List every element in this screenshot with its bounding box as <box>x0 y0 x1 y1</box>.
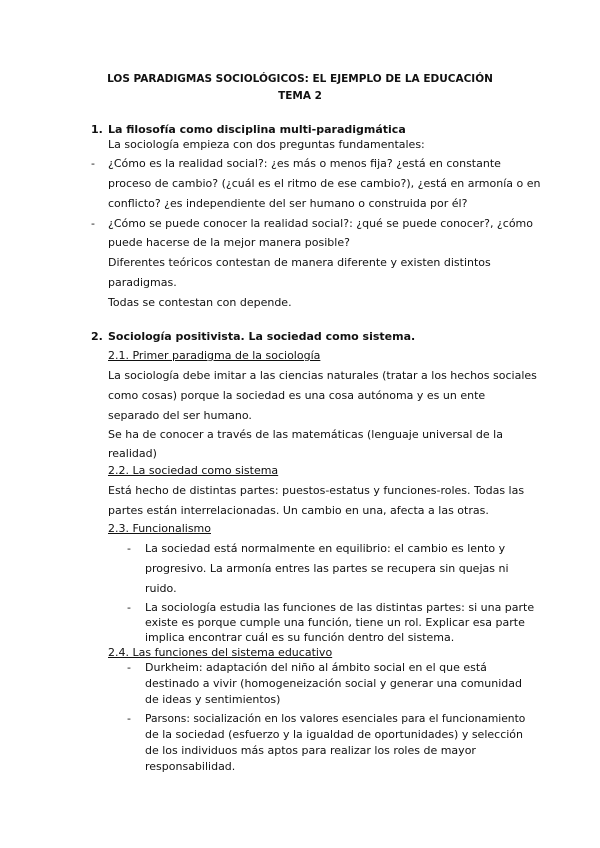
bullet-marker: - <box>127 542 131 555</box>
document-subtitle: TEMA 2 <box>278 90 322 102</box>
subsection-2-3-bullet-1-line-2: progresivo. La armonía entres las partes se recupera sin quejas ni <box>145 562 509 575</box>
subsection-2-4-title: 2.4. Las funciones del sistema educativo <box>108 646 333 659</box>
subsection-2-4-bullet-2-line-3: de los individuos más aptos para realizar los roles de mayor <box>145 744 476 757</box>
subsection-2-1-line-5: realidad) <box>108 447 157 460</box>
section-1-bullet-2-line-2: puede hacerse de la mejor manera posible? <box>108 236 350 249</box>
subsection-2-3-bullet-1-line-1: La sociedad está normalmente en equilibrio: el cambio es lento y <box>145 542 506 555</box>
subsection-2-4-bullet-2-line-1: Parsons: socialización en los valores esenciales para el funcionamiento <box>145 712 526 725</box>
subsection-2-1-line-3: separado del ser humano. <box>108 409 252 422</box>
section-1-heading: La filosofía como disciplina multi-paradigmática <box>108 123 406 136</box>
section-1-bullet-2-line-1: ¿Cómo se puede conocer la realidad social?: ¿qué se puede conocer?, ¿cómo <box>108 217 533 230</box>
section-1-intro: La sociología empieza con dos preguntas fundamentales: <box>108 138 425 151</box>
bullet-marker: - <box>127 712 131 725</box>
subsection-2-1-line-2: como cosas) porque la sociedad es una cosa autónoma y es un ente <box>108 389 486 402</box>
section-1-after-line-3: Todas se contestan con depende. <box>108 296 292 309</box>
subsection-2-1-line-1: La sociología debe imitar a las ciencias naturales (tratar a los hechos sociales <box>108 369 537 382</box>
bullet-marker: - <box>127 661 131 674</box>
section-1-bullet-1-line-2: proceso de cambio? (¿cuál es el ritmo de ese cambio?), ¿está en armonía o en <box>108 177 541 190</box>
bullet-marker: - <box>127 601 131 614</box>
subsection-2-4-bullet-1-line-1: Durkheim: adaptación del niño al ámbito social en el que está <box>145 661 487 674</box>
section-1-after-line-2: paradigmas. <box>108 276 177 289</box>
section-2-number: 2. <box>91 330 103 343</box>
document-title: LOS PARADIGMAS SOCIOLÓGICOS: EL EJEMPLO DE LA EDUCACIÓN <box>107 73 493 85</box>
subsection-2-3-bullet-2-line-1: La sociología estudia las funciones de las distintas partes: si una parte <box>145 601 535 614</box>
section-1-number: 1. <box>91 123 103 136</box>
subsection-2-3-bullet-1-line-3: ruido. <box>145 582 177 595</box>
bullet-marker: - <box>91 217 95 230</box>
bullet-marker: - <box>91 157 95 170</box>
subsection-2-2-line-1: Está hecho de distintas partes: puestos-estatus y funciones-roles. Todas las <box>108 484 525 497</box>
section-2-heading: Sociología positivista. La sociedad como sistema. <box>108 330 416 343</box>
subsection-2-1-line-4: Se ha de conocer a través de las matemáticas (lenguaje universal de la <box>108 428 503 441</box>
subsection-2-1-title: 2.1. Primer paradigma de la sociología <box>108 349 321 362</box>
section-1-bullet-1-line-1: ¿Cómo es la realidad social?: ¿es más o menos fija? ¿está en constante <box>108 157 501 170</box>
subsection-2-3-title: 2.3. Funcionalismo <box>108 522 211 535</box>
subsection-2-4-bullet-2-line-2: de la sociedad (esfuerzo y la igualdad de oportunidades) y selección <box>145 728 524 741</box>
subsection-2-4-bullet-1-line-2: destinado a vivir (homogeneización social y generar una comunidad <box>145 677 522 690</box>
subsection-2-3-bullet-2-line-3: implica encontrar cuál es su función dentro del sistema. <box>145 631 455 644</box>
subsection-2-4-bullet-1-line-3: de ideas y sentimientos) <box>145 693 281 706</box>
section-1-after-line-1: Diferentes teóricos contestan de manera diferente y existen distintos <box>108 256 491 269</box>
section-1-bullet-1-line-3: conflicto? ¿es independiente del ser humano o construida por él? <box>108 197 468 210</box>
subsection-2-2-title: 2.2. La sociedad como sistema <box>108 464 279 477</box>
subsection-2-4-bullet-2-line-4: responsabilidad. <box>145 760 236 773</box>
subsection-2-3-bullet-2-line-2: existe es porque cumple una función, tiene un rol. Explicar esa parte <box>145 616 525 629</box>
subsection-2-2-line-2: partes están interrelacionadas. Un cambio en una, afecta a las otras. <box>108 504 489 517</box>
